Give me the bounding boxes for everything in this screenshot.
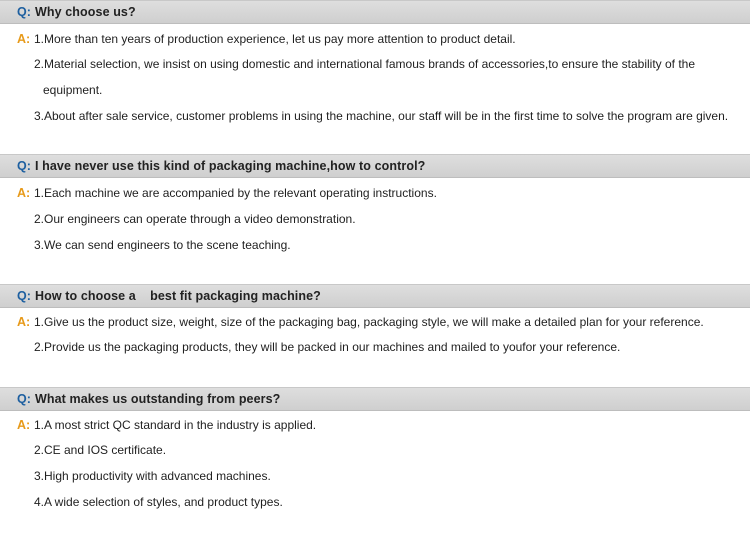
answer-line: 3.High productivity with advanced machines. [34,469,271,483]
question-bar [0,284,750,308]
answer-line: 2.CE and IOS certificate. [34,443,167,457]
question-label: Q: [17,392,31,406]
question-text: What makes us outstanding from peers? [35,392,281,406]
answer-line: 3.About after sale service, customer problems in using the machine, our staff will be in the first time to solve the program are given. [34,109,729,123]
answer-line: 1.Give us the product size, weight, size of the packaging bag, packaging style, we will make a detailed plan for your reference. [34,315,704,329]
answer-line: 3.We can send engineers to the scene teaching. [34,238,291,252]
question-label: Q: [17,289,31,303]
answer-line: 1.A most strict QC standard in the industry is applied. [34,418,317,432]
answer-line: 1.Each machine we are accompanied by the relevant operating instructions. [34,186,437,200]
answer-line: equipment. [43,83,103,97]
question-text: How to choose a best fit packaging machine? [35,289,321,303]
answer-line: 2.Material selection, we insist on using domestic and international famous brands of accessories,to ensure the stability of the [34,57,696,71]
answer-line: 4.A wide selection of styles, and product types. [34,495,283,509]
answer-label: A: [17,186,31,200]
answer-label: A: [17,418,31,432]
answer-label: A: [17,315,31,329]
answer-line: 1.More than ten years of production experience, let us pay more attention to product detail. [34,32,516,46]
question-bar [0,154,750,178]
question-text: Why choose us? [35,5,136,19]
question-bar [0,387,750,411]
answer-label: A: [17,32,31,46]
question-label: Q: [17,159,31,173]
question-text: I have never use this kind of packaging machine,how to control? [35,159,426,173]
question-bar [0,0,750,24]
answer-line: 2.Provide us the packaging products, they will be packed in our machines and mailed to youfor your reference. [34,340,621,354]
question-label: Q: [17,5,31,19]
answer-line: 2.Our engineers can operate through a video demonstration. [34,212,356,226]
